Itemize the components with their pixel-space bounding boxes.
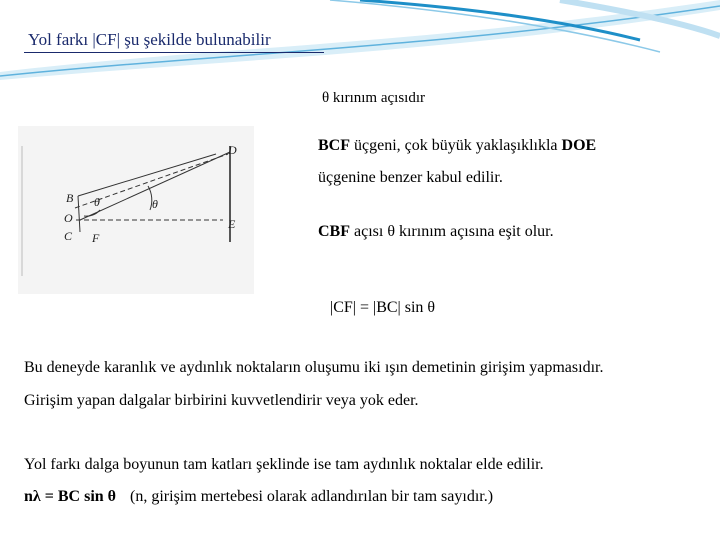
formula-cf: |CF| = |BC| sin θ <box>330 299 436 316</box>
slide-title: Yol farkı |CF| şu şekilde bulunabilir <box>28 30 271 49</box>
formula-nlambda-note: (n, girişim mertebesi olarak adlandırılan bir tam sayıdır.) <box>130 488 494 505</box>
theta-note: θ kırınım açısıdır <box>322 90 426 106</box>
formula-nlambda: nλ = BC sin θ <box>24 488 117 505</box>
formula-nlambda-line <box>24 488 493 506</box>
doe-bold: DOE <box>561 137 597 154</box>
diffraction-diagram <box>18 126 254 294</box>
label-O: O <box>64 211 73 225</box>
label-theta-1: θ <box>94 195 100 209</box>
bcf-rest: üçgeni, çok büyük yaklaşıklıkla <box>350 137 562 154</box>
paragraph-1: Bu deneyde karanlık ve aydınlık noktaların oluşumu iki ışın demetinin girişim yapmasıdır. <box>24 359 604 376</box>
label-E: E <box>228 217 236 231</box>
cbf-bold: CBF <box>318 223 350 240</box>
label-B: B <box>66 191 74 205</box>
bcf-bold: BCF <box>318 137 350 154</box>
label-theta-2: θ <box>152 197 158 211</box>
bcf-line-1 <box>318 137 596 155</box>
cbf-line <box>318 223 554 241</box>
title-underline <box>24 52 324 53</box>
paragraph-3: Yol farkı dalga boyunun tam katları şeklinde ise tam aydınlık noktalar elde edilir. <box>24 456 544 473</box>
bcf-line-2: üçgenine benzer kabul edilir. <box>318 169 503 186</box>
label-C: C <box>64 229 73 243</box>
label-F: F <box>92 231 100 245</box>
paragraph-2: Girişim yapan dalgalar birbirini kuvvetlendirir veya yok eder. <box>24 392 419 409</box>
cbf-rest: açısı θ kırınım açısına eşit olur. <box>350 223 554 240</box>
label-D: D <box>228 143 237 157</box>
